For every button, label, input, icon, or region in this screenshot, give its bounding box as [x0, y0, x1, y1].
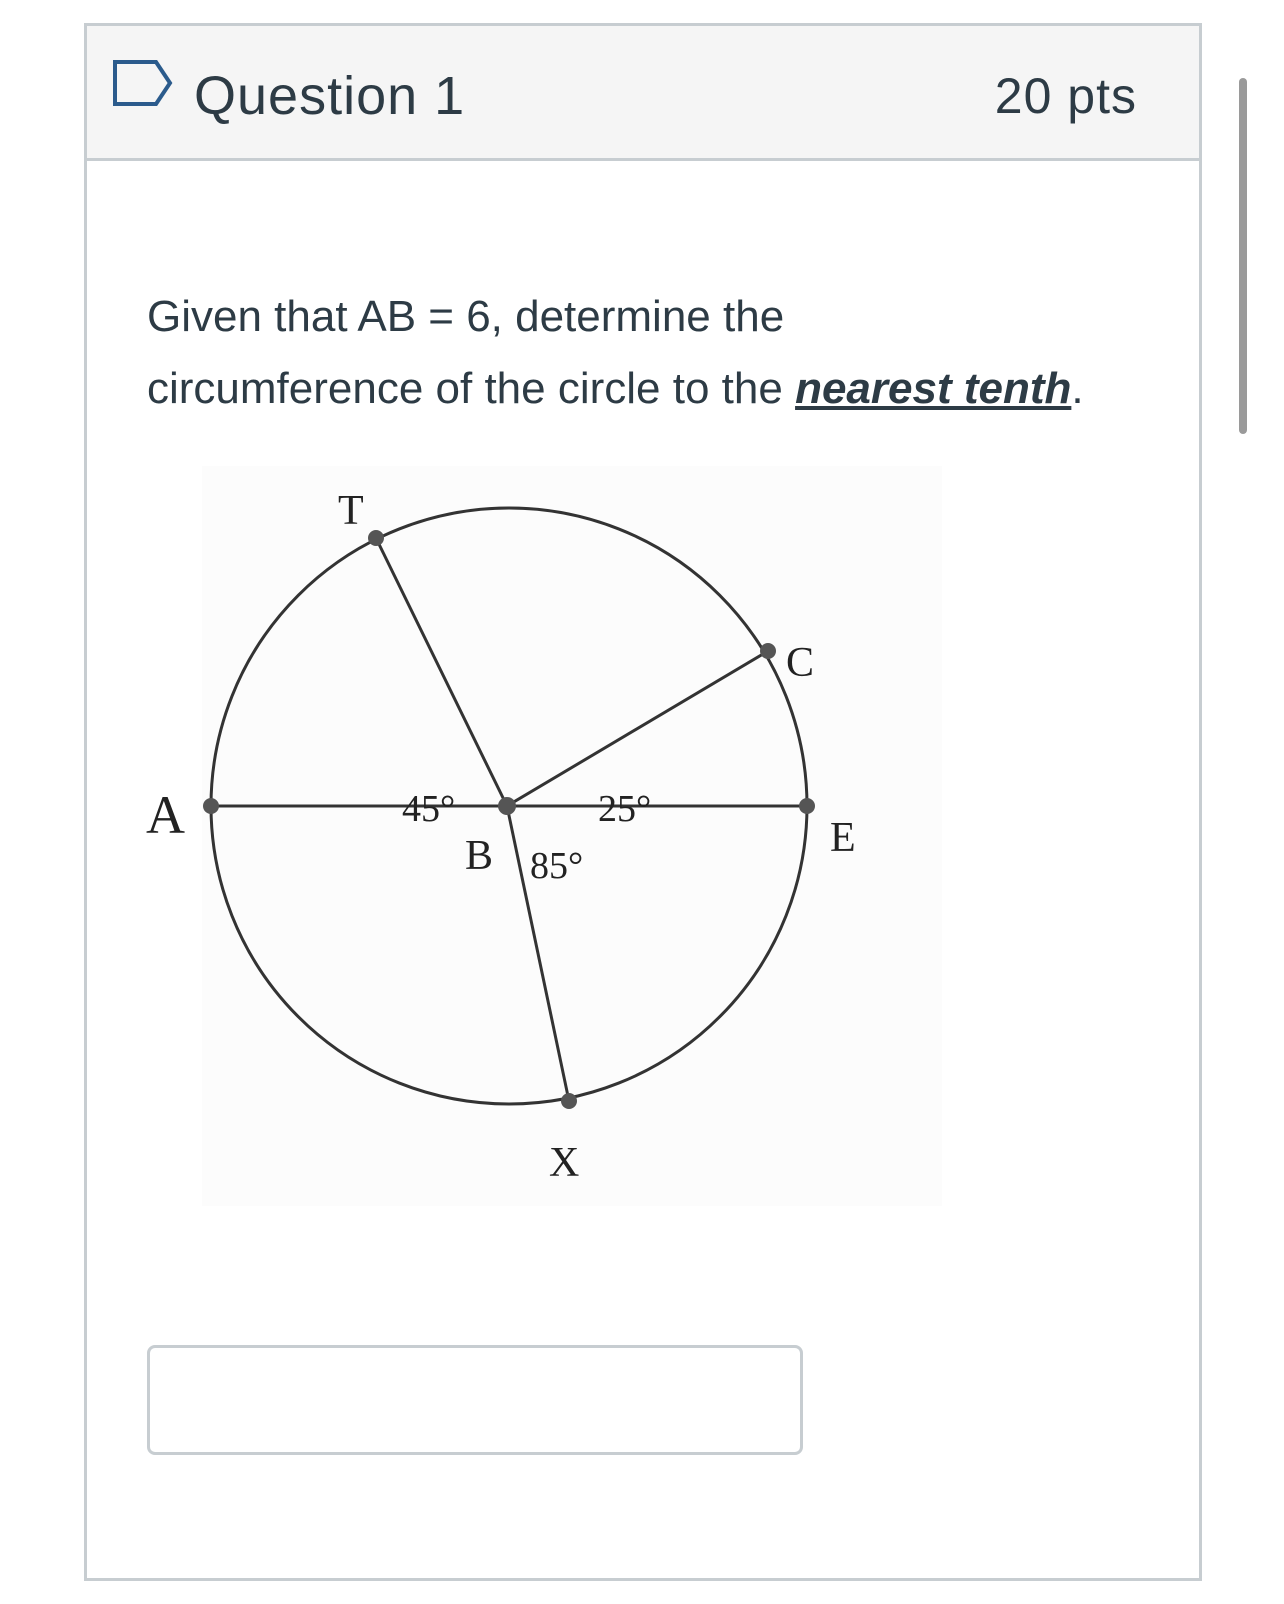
question-prompt — [147, 281, 1157, 425]
prompt-line-2-prefix: circumference of the circle to the — [147, 364, 796, 413]
scrollbar[interactable] — [1239, 78, 1247, 434]
label-x: X — [549, 1140, 580, 1186]
point-e — [799, 798, 815, 814]
point-a — [203, 798, 219, 814]
prompt-line-1: Given that AB = 6, determine the — [147, 292, 785, 341]
point-t — [368, 530, 384, 546]
label-c: C — [786, 640, 815, 686]
flag-icon[interactable] — [112, 59, 174, 107]
label-b: B — [465, 833, 494, 879]
point-x — [561, 1093, 577, 1109]
question-header — [87, 26, 1199, 161]
circle-diagram — [146, 466, 942, 1206]
point-c — [760, 643, 776, 659]
point-b — [498, 797, 516, 815]
circle-diagram-svg — [146, 466, 942, 1206]
label-t: T — [338, 488, 364, 534]
answer-input[interactable] — [147, 1345, 803, 1455]
angle-label-85: 85° — [530, 845, 584, 887]
radius-bc — [507, 651, 768, 806]
question-title: Question 1 — [194, 66, 466, 126]
points-value: 20 pts — [994, 68, 1137, 124]
radius-bt — [376, 538, 507, 806]
prompt-emphasis: nearest tenth — [795, 364, 1072, 413]
question-card — [84, 23, 1202, 1581]
prompt-line-2-suffix: . — [1071, 364, 1084, 413]
angle-label-25: 25° — [598, 788, 652, 830]
label-a: A — [146, 785, 185, 845]
label-e: E — [830, 815, 856, 861]
angle-label-45: 45° — [402, 788, 456, 830]
